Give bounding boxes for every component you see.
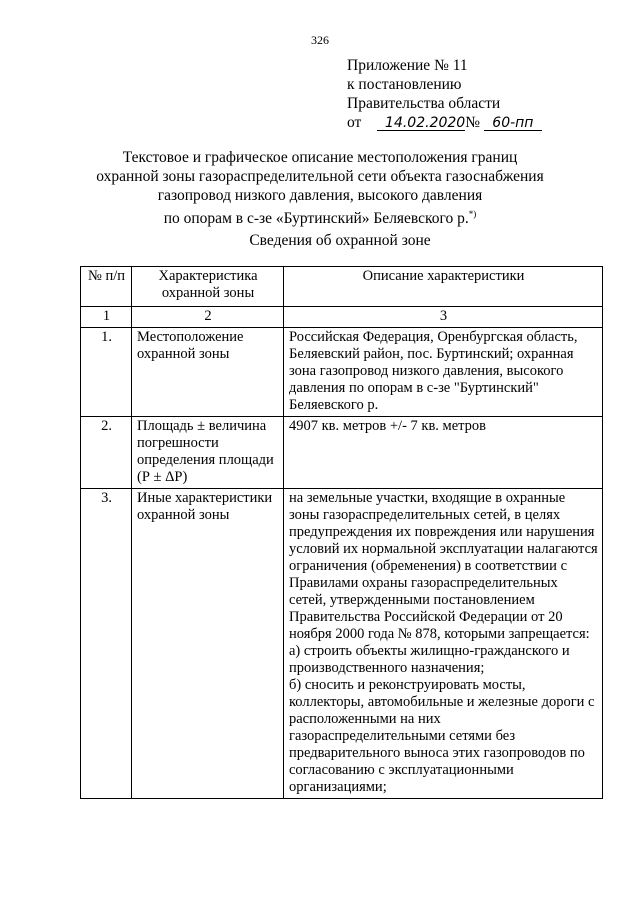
footnote-mark: *) <box>468 209 477 219</box>
appendix-title: Приложение № 11 <box>347 57 468 74</box>
row-number: 3. <box>81 489 132 799</box>
row-description: 4907 кв. метров +/- 7 кв. метров <box>284 417 603 489</box>
index-cell: 2 <box>132 307 284 328</box>
appendix-block <box>347 56 542 132</box>
appendix-resolution: к постановлению <box>347 76 462 93</box>
row-description: Российская Федерация, Оренбургская область, Беляевский район, пос. Буртинский; охранная зона газопровод низкого давления, высокого давления по опорам в с-зе "Буртинский" Беляевского р. <box>284 328 603 417</box>
row-number: 2. <box>81 417 132 489</box>
index-cell: 1 <box>81 307 132 328</box>
restriction-item-b: б) сносить и реконструировать мосты, коллекторы, автомобильные и железные дороги с расположенными на них газораспределительными сетями без предварительного выноса этих газопроводов по согласованию с эксплуатационными организациями; <box>289 677 595 795</box>
table-row <box>81 328 603 417</box>
title-line-4-text: по опорам в с-зе «Буртинский» Беляевского р. <box>163 210 469 228</box>
zone-info-table <box>80 266 603 799</box>
handwritten-date: 14.02.2020 <box>385 115 466 131</box>
row-number: 1. <box>81 328 132 417</box>
section-subtitle: Сведения об охранной зоне <box>249 232 431 249</box>
row-description: на земельные участки, входящие в охранные зоны газораспределительных сетей, в целях предупреждения их повреждения или нарушения условий их нормальной эксплуатации налагаются ограничения (обременения) в соответствии с Правилами охраны газораспределительных сетей, утвержденными постановлением Правительства Российской Федерации от 20 ноября 2000 года № 878, которыми запрещается: <box>289 490 598 642</box>
row-characteristic: Площадь ± величина погрешности определения площади (Р ± ΔР) <box>132 417 284 489</box>
title-line-2: охранной зоны газораспределительной сети объекта газоснабжения <box>96 168 544 185</box>
table-header-row <box>81 267 603 307</box>
title-line-4 <box>60 205 580 228</box>
handwritten-number: 60-пп <box>492 115 534 131</box>
title-line-1: Текстовое и графическое описание местоположения границ <box>122 149 518 166</box>
row-description-cell <box>284 489 603 799</box>
document-title <box>60 148 580 228</box>
header-characteristic: Характеристика охранной зоны <box>132 267 284 307</box>
number-field <box>484 116 542 131</box>
appendix-government: Правительства области <box>347 95 501 112</box>
header-description: Описание характеристики <box>284 267 603 307</box>
table-row <box>81 417 603 489</box>
date-prefix: от <box>347 114 362 131</box>
title-line-3: газопровод низкого давления, высокого давления <box>157 187 483 204</box>
appendix-date-line <box>347 113 542 132</box>
number-sign: № <box>465 114 480 131</box>
index-cell: 3 <box>284 307 603 328</box>
table-row <box>81 489 603 799</box>
table-index-row <box>81 307 603 328</box>
row-characteristic: Местоположение охранной зоны <box>132 328 284 417</box>
header-number: № п/п <box>81 267 132 307</box>
restriction-item-a: а) строить объекты жилищно-гражданского и производственного назначения; <box>289 643 570 676</box>
page-number: 326 <box>311 33 329 47</box>
row-characteristic: Иные характеристики охранной зоны <box>132 489 284 799</box>
date-field <box>377 116 465 131</box>
